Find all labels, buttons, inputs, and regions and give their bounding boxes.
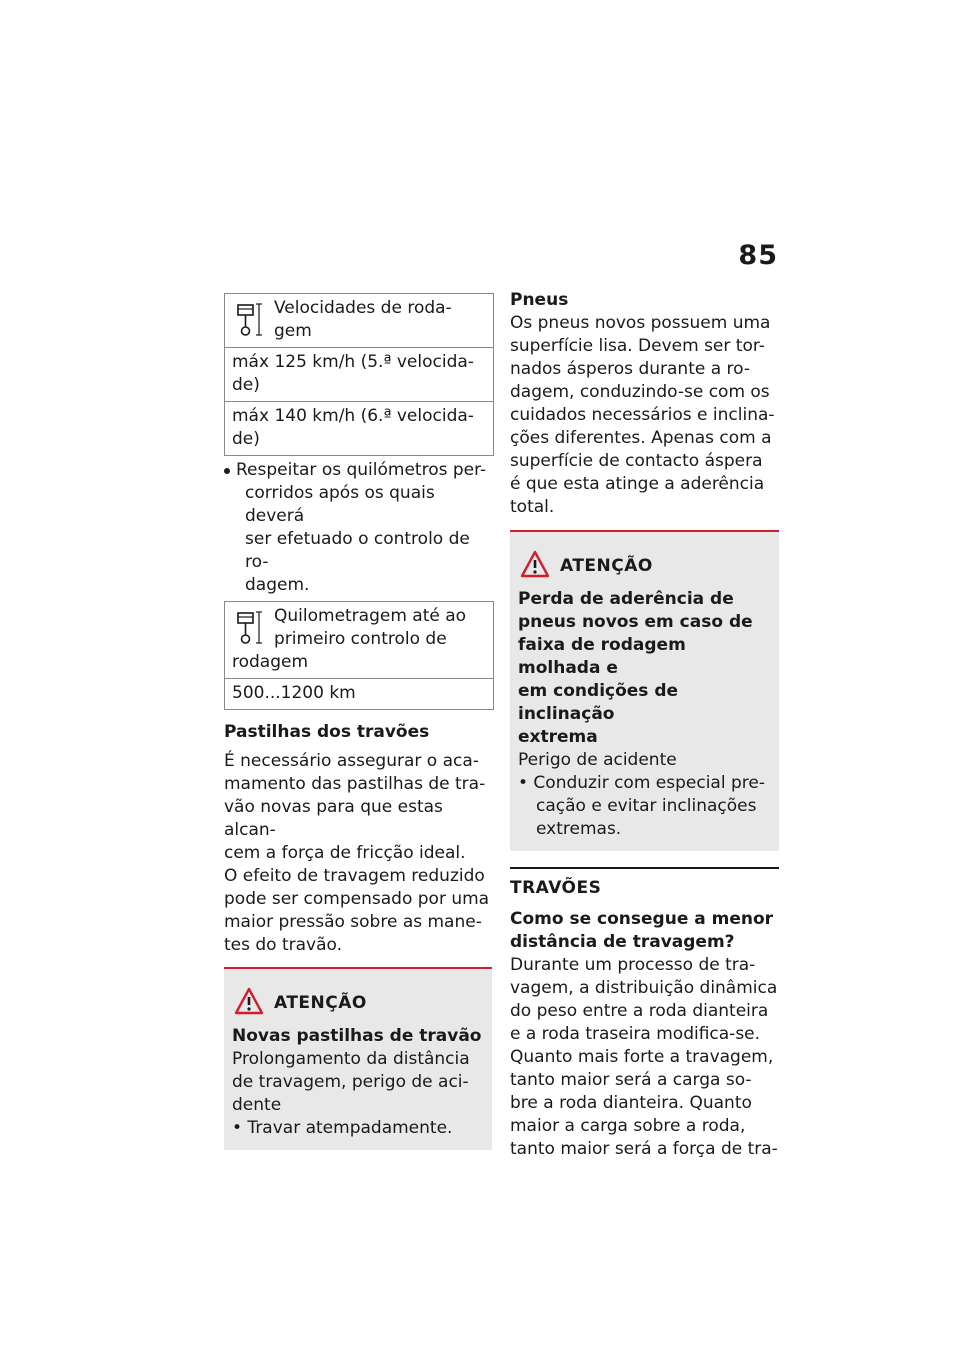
text-line: tanto maior será a força de tra-	[510, 1139, 778, 1159]
pads-heading: Pastilhas dos travões	[224, 722, 430, 742]
row-text: 500...1200 km	[232, 683, 356, 703]
text-line: do peso entre a roda dianteira	[510, 1001, 769, 1021]
warning-subject-line: extrema	[518, 727, 598, 747]
text-line: de travagem, perigo de aci-	[232, 1072, 469, 1092]
break-in-speed-table	[224, 293, 494, 456]
warning-header	[224, 969, 492, 1025]
text-line: Perigo de acidente	[518, 750, 677, 770]
engine-piston-icon	[235, 302, 265, 345]
table-header-line-3: rodagem	[232, 652, 309, 672]
text-line: corridos após os quais deverá	[245, 483, 435, 526]
text-line: dente	[232, 1095, 282, 1115]
text-line: superfície lisa. Devem ser tor-	[510, 336, 765, 356]
page-number: 85	[738, 240, 778, 271]
text-line: superfície de contacto áspera	[510, 451, 763, 471]
warning-box-tyres	[510, 530, 779, 851]
text-line: maior pressão sobre as mane-	[224, 912, 482, 932]
engine-piston-icon	[235, 610, 265, 653]
row-text: de)	[232, 375, 260, 395]
text-line: maior a carga sobre a roda,	[510, 1116, 746, 1136]
text-line: é que esta atinge a aderência	[510, 474, 765, 494]
text-line: distância de travagem?	[510, 932, 735, 952]
table-row-mileage	[225, 679, 493, 709]
bullet-dot	[224, 468, 230, 474]
text-line: dagem, conduzindo-se com os	[510, 382, 770, 402]
text-line: ções diferentes. Apenas com a	[510, 428, 772, 448]
text-line: vagem, a distribuição dinâmica	[510, 978, 778, 998]
warning-subject-line: faixa de rodagem molhada e	[518, 635, 686, 678]
text-line: cuidados necessários e inclina-	[510, 405, 775, 425]
section-title: TRAVÕES	[510, 878, 602, 898]
text-line: Durante um processo de tra-	[510, 955, 756, 975]
warning-title: ATENÇÃO	[274, 993, 367, 1013]
text-line: ser efetuado o controlo de ro-	[245, 529, 470, 572]
bullet-respect-mileage	[224, 459, 492, 597]
brake-paragraph	[510, 954, 779, 1161]
text-line: tes do travão.	[224, 935, 343, 955]
warning-triangle-icon	[520, 550, 550, 582]
warning-bullet: • Conduzir com especial pre-	[518, 773, 765, 793]
table-header	[225, 602, 493, 679]
first-service-table	[224, 601, 494, 710]
warning-body	[224, 1025, 492, 1150]
table-row-speed-6th	[225, 402, 493, 455]
left-column	[224, 293, 492, 1150]
pads-paragraph-2	[224, 865, 492, 957]
warning-box-brake-pads	[224, 967, 492, 1150]
warning-triangle-icon	[234, 987, 264, 1019]
section-brakes	[510, 867, 779, 900]
tyres-heading: Pneus	[510, 290, 569, 310]
text-line: Os pneus novos possuem uma	[510, 313, 771, 333]
table-header-line-2: gem	[274, 321, 312, 341]
text-line: bre a roda dianteira. Quanto	[510, 1093, 752, 1113]
text-line: cação e evitar inclinações	[536, 796, 757, 816]
text-line: Prolongamento da distância	[232, 1049, 470, 1069]
table-header-line-1: Quilometragem até ao	[274, 606, 467, 626]
brake-heading	[510, 908, 779, 954]
text-line: extremas.	[536, 819, 622, 839]
text-line: e a roda traseira modifica-se.	[510, 1024, 761, 1044]
warning-header	[510, 532, 779, 588]
table-row-speed-5th	[225, 348, 493, 402]
text-line: O efeito de travagem reduzido	[224, 866, 485, 886]
warning-subject-line: em condições de inclinação	[518, 681, 679, 724]
text-line: tanto maior será a carga so-	[510, 1070, 752, 1090]
text-line: total.	[510, 497, 555, 517]
text-line: mamento das pastilhas de tra-	[224, 774, 486, 794]
warning-title: ATENÇÃO	[560, 556, 653, 576]
table-header	[225, 294, 493, 348]
right-column	[510, 289, 779, 1161]
warning-subject-line: Perda de aderência de	[518, 589, 734, 609]
row-text: máx 125 km/h (5.ª velocida-	[232, 352, 474, 372]
text-line: nados ásperos durante a ro-	[510, 359, 751, 379]
text-line: pode ser compensado por uma	[224, 889, 490, 909]
text-line: Respeitar os quilómetros per-	[236, 460, 487, 480]
text-line: É necessário assegurar o aca-	[224, 751, 479, 771]
text-line: Como se consegue a menor	[510, 909, 774, 929]
text-line: vão novas para que estas alcan-	[224, 797, 443, 840]
warning-bullet: • Travar atempadamente.	[232, 1118, 453, 1138]
warning-subject-line: pneus novos em caso de	[518, 612, 753, 632]
row-text: de)	[232, 429, 260, 449]
text-line: cem a força de fricção ideal.	[224, 843, 466, 863]
row-text: máx 140 km/h (6.ª velocida-	[232, 406, 474, 426]
table-header-line-2: primeiro controlo de	[274, 629, 447, 649]
text-line: Quanto mais forte a travagem,	[510, 1047, 774, 1067]
text-line: dagem.	[245, 575, 310, 595]
warning-body	[510, 588, 779, 851]
warning-subject: Novas pastilhas de travão	[232, 1026, 482, 1046]
table-header-line-1: Velocidades de roda-	[274, 298, 452, 318]
pads-paragraph-1	[224, 750, 492, 865]
tyres-paragraph	[510, 312, 779, 519]
